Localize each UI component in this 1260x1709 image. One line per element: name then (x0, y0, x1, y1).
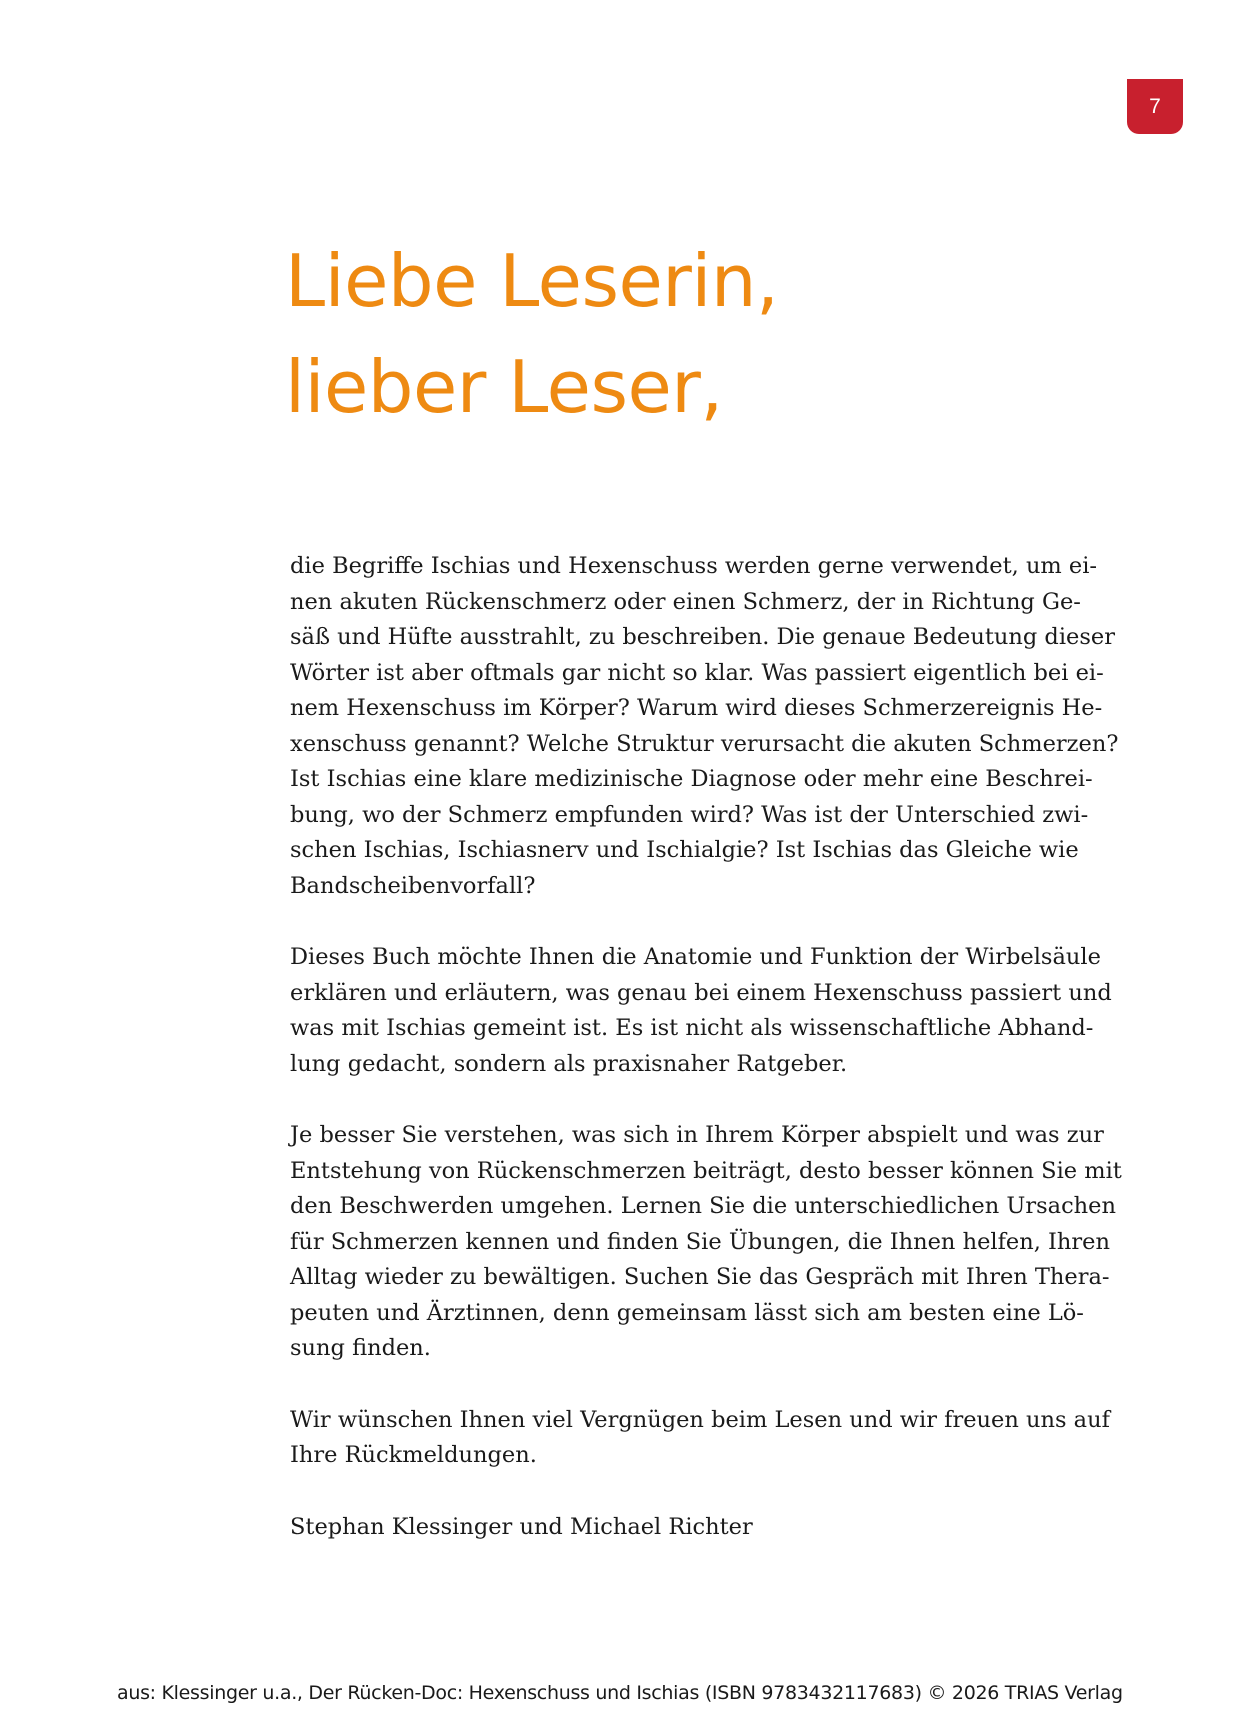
heading-line: Liebe Leserin, (285, 239, 779, 323)
text-line: Ihre Rückmeldungen. (290, 1442, 537, 1468)
text-line: schen Ischias, Ischiasnerv und Ischialgie? Ist Ischias das Gleiche wie (290, 837, 1079, 863)
text-line: nen akuten Rückenschmerz oder einen Schmerz, der in Richtung Ge- (290, 588, 1081, 615)
text-line: Bandscheibenvorfall? (290, 872, 536, 899)
paragraph (290, 549, 1119, 904)
text-line: lung gedacht, sondern als praxisnaher Ratgeber. (290, 1050, 848, 1077)
text-line: Dieses Buch möchte Ihnen die Anatomie und Funktion der Wirbelsäule (290, 944, 1101, 970)
text-line: was mit Ischias gemeint ist. Es ist nicht als wissenschaftliche Abhand- (290, 1015, 1094, 1041)
signature (290, 1510, 1108, 1546)
source-footer: aus: Klessinger u.a., Der Rücken-Doc: Hexenschuss und Ischias (ISBN 9783432117683) © 2026 TRIAS Verlag (117, 1682, 1123, 1704)
text-line: für Schmerzen kennen und finden Sie Übungen, die Ihnen helfen, Ihren (290, 1228, 1110, 1255)
text-line: säß und Hüfte ausstrahlt, zu beschreiben. Die genaue Bedeutung dieser (290, 624, 1115, 650)
text-line: nem Hexenschuss im Körper? Warum wird dieses Schmerzereignis He- (290, 695, 1103, 721)
text-line: Entstehung von Rückenschmerzen beiträgt, desto besser können Sie mit (290, 1157, 1122, 1184)
signature-text: Stephan Klessinger und Michael Richter (290, 1513, 753, 1540)
text-line: Wörter ist aber oftmals gar nicht so klar. Was passiert eigentlich bei ei- (290, 659, 1104, 686)
text-line: den Beschwerden umgehen. Lernen Sie die unterschiedlichen Ursachen (290, 1193, 1116, 1219)
text-line: erklären und erläutern, was genau bei einem Hexenschuss passiert und (290, 979, 1112, 1006)
text-line: Ist Ischias eine klare medizinische Diagnose oder mehr eine Beschrei- (290, 766, 1093, 792)
text-line: sung finden. (290, 1335, 431, 1361)
text-line: die Begriffe Ischias und Hexenschuss werden gerne verwendet, um ei- (290, 553, 1098, 579)
page-number-badge: 7 (1127, 79, 1183, 134)
text-line: peuten und Ärztinnen, denn gemeinsam lässt sich am besten eine Lö- (290, 1299, 1084, 1326)
page-heading (285, 228, 778, 440)
paragraph (290, 1118, 1122, 1367)
body-text (290, 549, 1122, 1545)
text-line: Alltag wieder zu bewältigen. Suchen Sie das Gespräch mit Ihren Thera- (290, 1264, 1110, 1290)
paragraph (290, 1403, 1108, 1474)
paragraph (290, 940, 1112, 1082)
heading-line: lieber Leser, (285, 345, 723, 429)
text-line: bung, wo der Schmerz empfunden wird? Was ist der Unterschied zwi- (290, 801, 1089, 828)
text-line: xenschuss genannt? Welche Struktur verursacht die akuten Schmerzen? (290, 730, 1119, 757)
text-line: Je besser Sie verstehen, was sich in Ihrem Körper abspielt und was zur (290, 1122, 1104, 1148)
text-line: Wir wünschen Ihnen viel Vergnügen beim Lesen und wir freuen uns auf (290, 1406, 1110, 1433)
